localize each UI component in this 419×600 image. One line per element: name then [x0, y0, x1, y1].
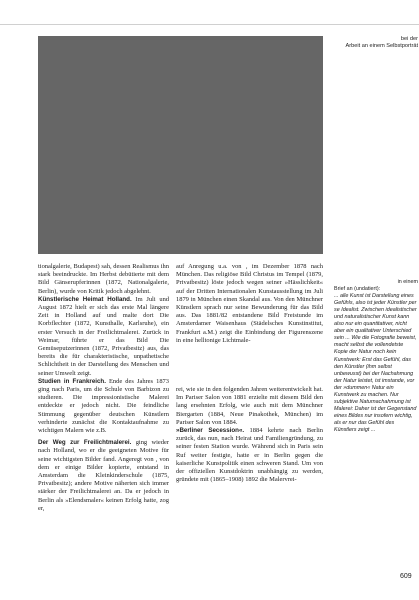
top-rule — [0, 24, 419, 25]
mid-paragraph-3: 1884 kehrte nach Berlin zurück, das nun, nach Heirat und Familiengründung, zu seiner festen Station wurde. Während sich in Paris sein Ruf weiter festigte, hatte er in Berlin gegen die kaiserliche Kunstpolitik einen schweren Stand. Um von der offiziellen Kunstdoktrin unabhängig zu werden, gründete mit (1865–1908) 1892 die Malervrei- — [176, 427, 323, 484]
heading-holland: Künstlerische Heimat Holland. — [38, 295, 132, 303]
left-paragraph-4: ging wieder nach Holland, wo er die geeigneten Motive für seine wichtigsten Bilder fand. Angeregt von , von dem er einige Bilder kopierte, entstand in Amsterdam die Kleinkinderschule (1875, Privatbesitz); andere Motive näherten sich immer stärker der Freilichtmalerei an. Da er jedoch in Berlin als »Elendsmaler« keinen Erfolg hatte, zog er, — [38, 439, 169, 512]
mid-paragraph-2: rei, wie sie in den folgenden Jahren weiterentwickelt hat. Im Pariser Salon von 1881 erzielte mit diesem Bild den lang ersehnten Erfolg, wie auch mit dem Münchner Biergarten (1884, Neue Pinakothek, München) im Pariser Salon von 1884. — [176, 386, 323, 426]
heading-secession: »Berliner Secession«. — [176, 427, 245, 435]
side-note-line-2: Brief an (undatiert): — [334, 286, 381, 293]
heading-freilichtmalerei: Der Weg zur Freilichtmalerei. — [38, 439, 132, 447]
image-caption — [334, 36, 418, 50]
side-note-quote: ... alle Kunst ist Darstellung eines Gefühls, also ist jeder Künstler per se Idealist. Zwischen idealistischer und naturalistischer Kunst kann also nur ein quantitativer, nicht aber ein qualitativer Unterschied sein ... Wie die Fotografie beweist, macht selbst die vollendetste Kopie der Natur noch kein Kunstwerk: Erst das Gefühl, das den Künstler (ihm selbst unbewusst) bei der Nachahmung der Natur leistet, ist imstande, vor der »dummen« Natur ein Kunstwerk zu machen. Nur subjektive Naturnachahmung ist Malerei: Daher ist der Gegenstand eines Bildes nur insofern wichtig, als er nur das Gefühl des Künstlers zeigt ... — [334, 293, 417, 433]
page-number: 609 — [400, 573, 412, 580]
left-text-column — [38, 263, 169, 513]
photo-placeholder — [38, 36, 323, 254]
left-paragraph-2: Im Juli und August 1872 hielt er sich das erste Mal längere Zeit in Holland auf und malte dort Die Korbflechter (1872, Kunsthalle, Karlsruhe), ein erster Versuch in der Freilichtmalerei. Zurück in Weimar, führte er das Bild Die Gemüseputzerinnen (1872, Privatbesitz) aus, das bereits die für charakteristische, unpathetische Schlichtheit in der Darstellung des Menschen und seiner Umwelt zeigt. — [38, 295, 170, 377]
middle-text-column — [176, 263, 323, 484]
mid-paragraph-1: auf Anregung u.a. von , im Dezember 1878 nach München. Das religiöse Bild Christus im Tempel (1879, Privatbesitz) löste jedoch wegen seiner »Hässlichkeit« auf der Dritten Internationalen Kunstausstellung im Juli 1879 in München einen Skandal aus. Von den Münchner Künstlern sprach nur seine Bewunderung für das Bild aus. Das 1881/82 entstandene Bild Freistunde im Amsterdamer Waisenhaus (Städelsches Kunstinstitut, Frankfurt a.M.) zeigt die Einbindung der Figurenszene in eine helltonige Lichtmale- — [176, 263, 323, 344]
heading-frankreich: Studien in Frankreich. — [38, 377, 106, 385]
side-note-line-1: in einem — [397, 279, 418, 285]
caption-line-2: Arbeit an einem Selbstporträt — [345, 43, 418, 49]
side-quote — [334, 279, 418, 434]
left-paragraph-3: Ende des Jahres 1873 ging nach Paris, um die Schule von Barbizon zu studieren. Die impressionistische Malerei entdeckte er jedoch nicht. Die feindliche Stimmung gegenüber deutschen Künstlern verhinderte zunächst die Kontaktaufnahme zu wichtigen Malern wie z.B. — [38, 377, 169, 435]
left-paragraph-1: tionalgalerie, Budapest) sah, dessen Realismus ihn stark beeindruckte. Im Herbst debütierte mit dem Bild Gänserupferinnen (1872, Nationalgalerie, Berlin), wurde von Kritik jedoch abgelehnt. — [38, 263, 169, 295]
caption-line-1: bei der — [400, 36, 418, 42]
